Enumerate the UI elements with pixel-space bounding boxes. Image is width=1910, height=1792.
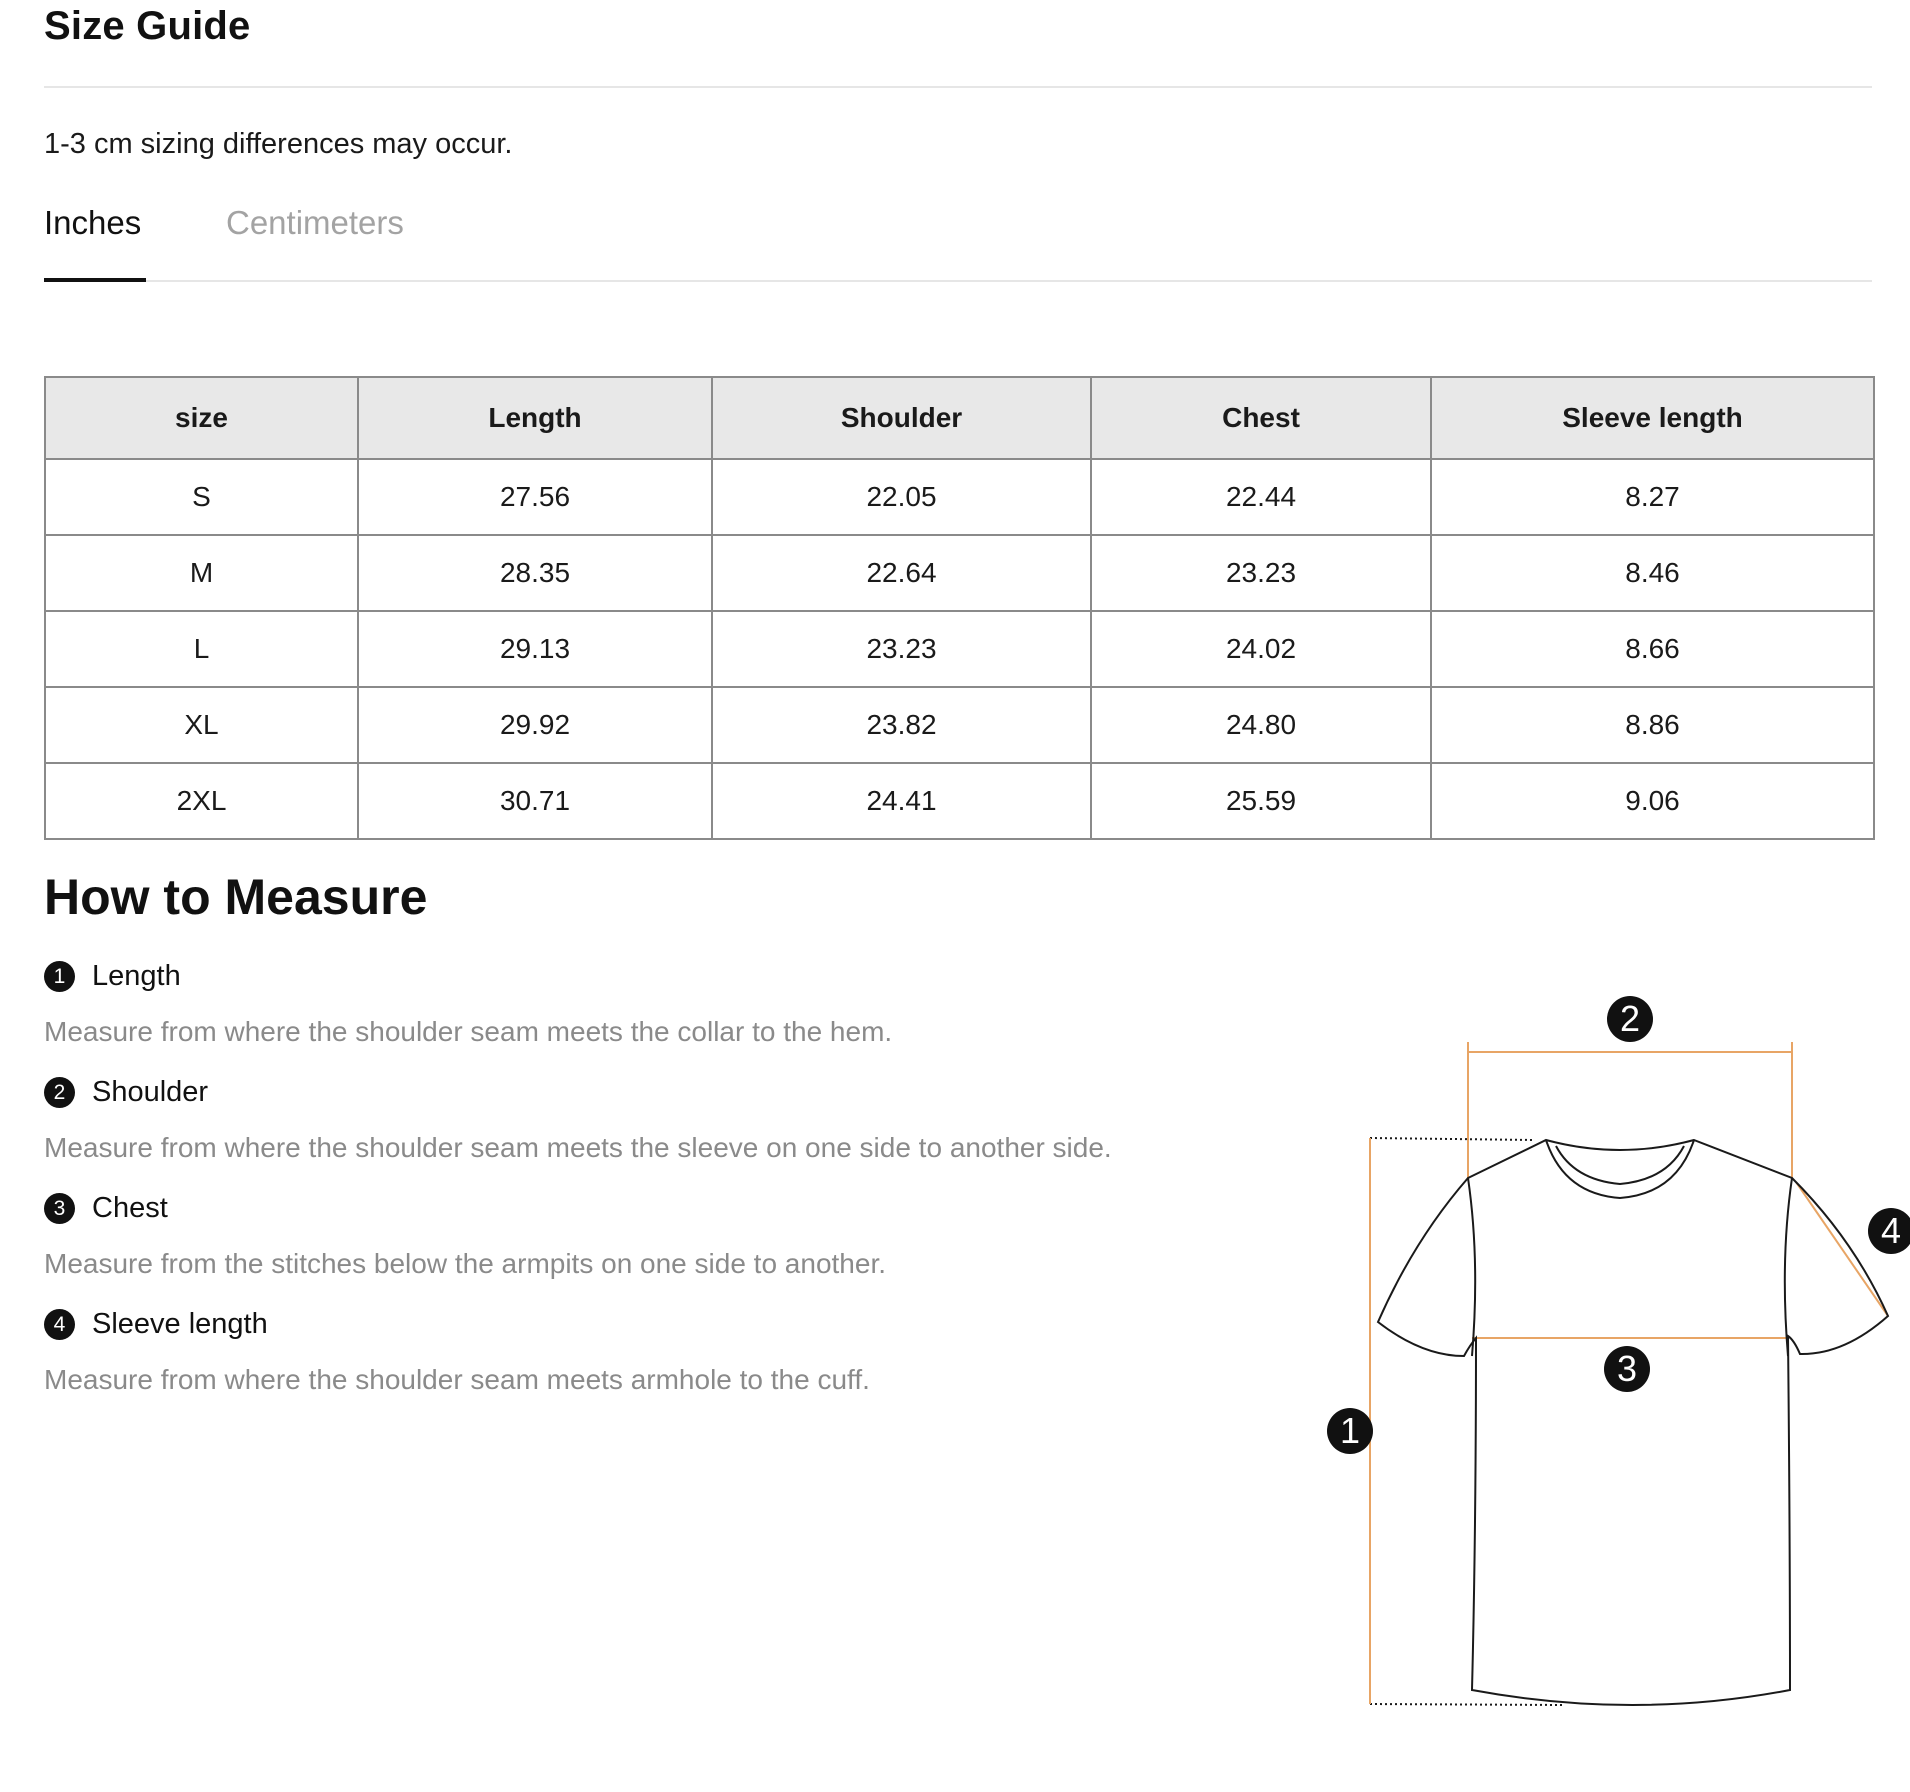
table-cell: 27.56: [358, 459, 712, 535]
measure-description: Measure from where the shoulder seam meets armhole to the cuff.: [44, 1364, 870, 1395]
table-cell: 24.80: [1091, 687, 1431, 763]
page-title: Size Guide: [44, 4, 251, 48]
table-cell: S: [45, 459, 358, 535]
measure-label: Shoulder: [92, 1075, 209, 1108]
table-cell: 22.05: [712, 459, 1091, 535]
table-cell: 23.23: [1091, 535, 1431, 611]
tab-centimeters[interactable]: Centimeters: [226, 204, 404, 241]
table-cell: 8.86: [1431, 687, 1874, 763]
table-cell: 24.02: [1091, 611, 1431, 687]
table-cell: 22.44: [1091, 459, 1431, 535]
table-row: [45, 611, 1874, 687]
table-header-row: [45, 377, 1874, 459]
measure-label: Sleeve length: [92, 1307, 268, 1340]
unit-tabs: [44, 204, 1872, 282]
table-row: [45, 535, 1874, 611]
column-header: Chest: [1091, 377, 1431, 459]
column-header: Sleeve length: [1431, 377, 1874, 459]
title-divider: [44, 86, 1872, 88]
active-tab-indicator: [44, 278, 146, 282]
column-header: Shoulder: [712, 377, 1091, 459]
table-cell: 23.23: [712, 611, 1091, 687]
tshirt-measurement-diagram: [1304, 990, 1904, 1730]
table-cell: 9.06: [1431, 763, 1874, 839]
measure-description: Measure from where the shoulder seam meets the collar to the hem.: [44, 1016, 893, 1047]
measure-description: Measure from the stitches below the armpits on one side to another.: [44, 1248, 887, 1279]
tab-inches[interactable]: Inches: [44, 204, 142, 241]
marker-4-icon: 4: [1868, 1208, 1910, 1254]
table-cell: M: [45, 535, 358, 611]
table-cell: 29.13: [358, 611, 712, 687]
table-cell: 8.27: [1431, 459, 1874, 535]
number-badge-icon: 2: [44, 1077, 75, 1108]
table-row: [45, 459, 1874, 535]
table-cell: 28.35: [358, 535, 712, 611]
marker-2-icon: 2: [1607, 996, 1653, 1042]
table-cell: 23.82: [712, 687, 1091, 763]
table-row: [45, 687, 1874, 763]
column-header: Length: [358, 377, 712, 459]
measure-label: Length: [92, 959, 181, 992]
measure-item-shoulder: [44, 1072, 1244, 1164]
size-table: [44, 376, 1875, 840]
table-cell: 29.92: [358, 687, 712, 763]
table-cell: XL: [45, 687, 358, 763]
tabs-divider: [44, 280, 1872, 282]
measure-item-sleeve-length: [44, 1304, 1244, 1396]
measure-item-length: [44, 956, 1244, 1048]
sizing-notice: 1-3 cm sizing differences may occur.: [44, 128, 513, 160]
table-cell: 24.41: [712, 763, 1091, 839]
table-row: [45, 763, 1874, 839]
table-cell: 30.71: [358, 763, 712, 839]
table-cell: 2XL: [45, 763, 358, 839]
number-badge-icon: 4: [44, 1309, 75, 1340]
how-to-measure-title: How to Measure: [44, 869, 428, 925]
table-cell: 25.59: [1091, 763, 1431, 839]
marker-3-icon: 3: [1604, 1346, 1650, 1392]
measure-description: Measure from where the shoulder seam meets the sleeve on one side to another side.: [44, 1132, 1112, 1163]
number-badge-icon: 3: [44, 1193, 75, 1224]
table-cell: 8.46: [1431, 535, 1874, 611]
tshirt-icon: [1304, 990, 1904, 1730]
measure-item-chest: [44, 1188, 1244, 1280]
measure-label: Chest: [92, 1191, 168, 1224]
table-cell: 8.66: [1431, 611, 1874, 687]
marker-1-icon: 1: [1327, 1408, 1373, 1454]
number-badge-icon: 1: [44, 961, 75, 992]
table-cell: L: [45, 611, 358, 687]
table-cell: 22.64: [712, 535, 1091, 611]
column-header: size: [45, 377, 358, 459]
